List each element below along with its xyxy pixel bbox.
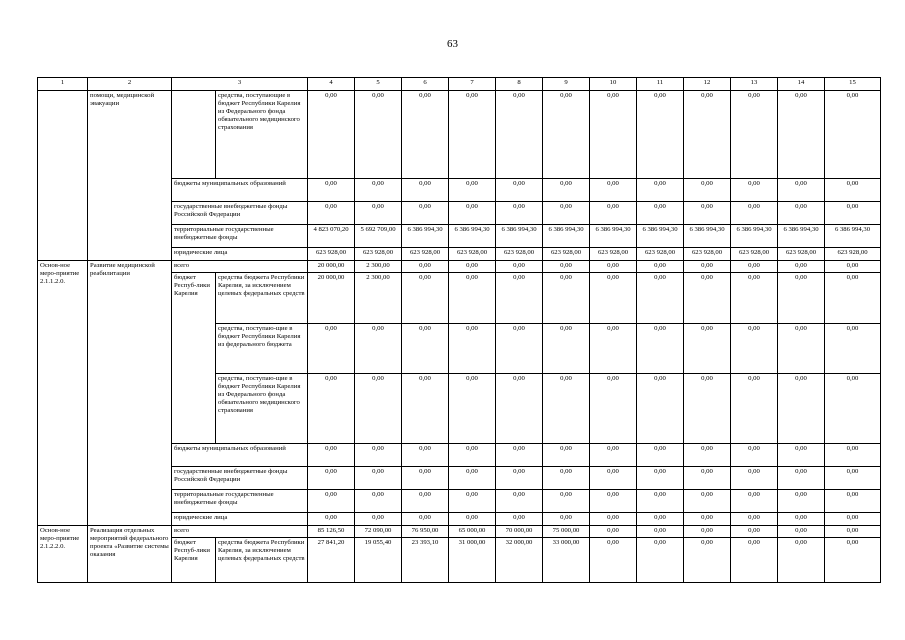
value-cell: 0,00	[449, 179, 496, 202]
header-cell-4: 4	[308, 78, 355, 91]
value-cell: 0,00	[543, 273, 590, 324]
table-row	[38, 261, 881, 273]
value-cell: 0,00	[496, 261, 543, 273]
value-cell: 6 386 994,30	[684, 225, 731, 248]
value-cell: 0,00	[778, 444, 825, 467]
value-cell: 0,00	[543, 444, 590, 467]
value-cell: 0,00	[543, 374, 590, 444]
source-label-cell: бюджеты муниципальных образований	[172, 179, 308, 202]
value-cell: 0,00	[637, 374, 684, 444]
value-cell: 0,00	[825, 467, 881, 490]
value-cell: 0,00	[825, 324, 881, 374]
value-cell: 0,00	[308, 490, 355, 513]
value-cell: 0,00	[825, 526, 881, 538]
value-cell: 0,00	[731, 324, 778, 374]
value-cell: 0,00	[825, 91, 881, 179]
value-cell: 0,00	[778, 202, 825, 225]
value-cell: 0,00	[308, 513, 355, 526]
value-cell: 0,00	[590, 374, 637, 444]
value-cell: 0,00	[637, 526, 684, 538]
value-cell: 0,00	[684, 513, 731, 526]
value-cell: 0,00	[590, 538, 637, 583]
table-row	[38, 526, 881, 538]
value-cell: 85 126,50	[308, 526, 355, 538]
source-label-cell: юридические лица	[172, 248, 308, 261]
value-cell: 6 386 994,30	[449, 225, 496, 248]
value-cell: 75 000,00	[543, 526, 590, 538]
value-cell: 6 386 994,30	[825, 225, 881, 248]
value-cell: 0,00	[308, 374, 355, 444]
value-cell: 0,00	[684, 526, 731, 538]
value-cell: 0,00	[590, 261, 637, 273]
value-cell: 0,00	[543, 467, 590, 490]
value-cell: 0,00	[637, 513, 684, 526]
value-cell: 0,00	[731, 490, 778, 513]
value-cell: 0,00	[825, 179, 881, 202]
source-label-cell: территориальные государственные внебюджетные фонды	[172, 490, 308, 513]
value-cell: 0,00	[402, 324, 449, 374]
value-cell: 0,00	[449, 261, 496, 273]
value-cell: 0,00	[637, 179, 684, 202]
measure-name-cell: Развитие медицинской реабилитации	[88, 261, 172, 526]
value-cell: 6 386 994,30	[543, 225, 590, 248]
value-cell: 0,00	[355, 91, 402, 179]
value-cell: 0,00	[308, 467, 355, 490]
value-cell: 0,00	[637, 91, 684, 179]
measure-id-cell	[38, 91, 88, 261]
value-cell: 0,00	[778, 538, 825, 583]
value-cell: 623 928,00	[355, 248, 402, 261]
header-cell-7: 7	[449, 78, 496, 91]
value-cell: 0,00	[637, 467, 684, 490]
page-number: 63	[447, 38, 458, 50]
source-label-cell: всего	[172, 261, 308, 273]
value-cell: 0,00	[449, 444, 496, 467]
header-cell-2: 2	[88, 78, 172, 91]
header-cell-14: 14	[778, 78, 825, 91]
value-cell: 6 386 994,30	[496, 225, 543, 248]
header-cell-15: 15	[825, 78, 881, 91]
value-cell: 0,00	[402, 261, 449, 273]
value-cell: 0,00	[825, 261, 881, 273]
value-cell: 0,00	[355, 202, 402, 225]
value-cell: 0,00	[308, 179, 355, 202]
value-cell: 0,00	[496, 324, 543, 374]
value-cell: 0,00	[308, 202, 355, 225]
header-cell-10: 10	[590, 78, 637, 91]
budget-group-cell: бюджет Респуб-лики Карелия	[172, 273, 216, 444]
value-cell: 32 000,00	[496, 538, 543, 583]
budget-group-cell: бюджет Респуб-лики Карелия	[172, 538, 216, 583]
header-cell-11: 11	[637, 78, 684, 91]
value-cell: 4 823 070,20	[308, 225, 355, 248]
value-cell: 0,00	[825, 444, 881, 467]
value-cell: 0,00	[637, 538, 684, 583]
value-cell: 0,00	[684, 467, 731, 490]
source-group-cell	[172, 91, 216, 179]
value-cell: 0,00	[731, 467, 778, 490]
source-detail-cell: средства бюджета Республики Карелия, за исключением целевых федеральных средств	[216, 273, 308, 324]
value-cell: 0,00	[449, 202, 496, 225]
value-cell: 0,00	[778, 513, 825, 526]
budget-table	[37, 77, 881, 583]
source-label-cell: государственные внебюджетные фонды Российской Федерации	[172, 202, 308, 225]
value-cell: 0,00	[355, 513, 402, 526]
value-cell: 0,00	[543, 202, 590, 225]
value-cell: 0,00	[637, 444, 684, 467]
value-cell: 0,00	[684, 179, 731, 202]
value-cell: 0,00	[449, 273, 496, 324]
measure-name-cell: помощи, медицинской эвакуации	[88, 91, 172, 261]
value-cell: 0,00	[402, 490, 449, 513]
value-cell: 0,00	[637, 324, 684, 374]
value-cell: 6 386 994,30	[637, 225, 684, 248]
value-cell: 0,00	[543, 91, 590, 179]
value-cell: 0,00	[778, 490, 825, 513]
value-cell: 0,00	[355, 374, 402, 444]
source-detail-cell: средства, поступаю-щие в бюджет Республики Карелия из Федерального фонда обязательного медицинского страхования	[216, 374, 308, 444]
value-cell: 0,00	[590, 273, 637, 324]
value-cell: 0,00	[402, 179, 449, 202]
value-cell: 6 386 994,30	[731, 225, 778, 248]
value-cell: 623 928,00	[684, 248, 731, 261]
value-cell: 0,00	[825, 538, 881, 583]
value-cell: 0,00	[355, 490, 402, 513]
value-cell: 0,00	[825, 202, 881, 225]
value-cell: 0,00	[590, 467, 637, 490]
value-cell: 33 000,00	[543, 538, 590, 583]
header-row	[38, 78, 881, 91]
value-cell: 0,00	[590, 324, 637, 374]
source-label-cell: государственные внебюджетные фонды Российской Федерации	[172, 467, 308, 490]
value-cell: 0,00	[731, 374, 778, 444]
measure-id-cell: Основ-ное меро-приятие 2.1.2.2.0.	[38, 526, 88, 583]
value-cell: 623 928,00	[637, 248, 684, 261]
value-cell: 0,00	[684, 490, 731, 513]
value-cell: 0,00	[590, 444, 637, 467]
value-cell: 0,00	[402, 374, 449, 444]
header-cell-3: 3	[172, 78, 308, 91]
value-cell: 0,00	[778, 324, 825, 374]
value-cell: 0,00	[355, 324, 402, 374]
value-cell: 0,00	[402, 467, 449, 490]
value-cell: 2 300,00	[355, 261, 402, 273]
value-cell: 76 950,00	[402, 526, 449, 538]
value-cell: 70 000,00	[496, 526, 543, 538]
value-cell: 6 386 994,30	[590, 225, 637, 248]
header-cell-6: 6	[402, 78, 449, 91]
value-cell: 623 928,00	[731, 248, 778, 261]
value-cell: 0,00	[778, 273, 825, 324]
source-detail-cell: средства, поступающие в бюджет Республики Карелия из Федерального фонда обязательного медицинского страхования	[216, 91, 308, 179]
value-cell: 0,00	[355, 444, 402, 467]
value-cell: 0,00	[496, 202, 543, 225]
value-cell: 623 928,00	[543, 248, 590, 261]
header-cell-13: 13	[731, 78, 778, 91]
value-cell: 6 386 994,30	[402, 225, 449, 248]
measure-id-cell: Основ-ное меро-приятие 2.1.1.2.0.	[38, 261, 88, 526]
value-cell: 65 000,00	[449, 526, 496, 538]
value-cell: 72 090,00	[355, 526, 402, 538]
value-cell: 0,00	[590, 91, 637, 179]
value-cell: 27 841,20	[308, 538, 355, 583]
header-cell-9: 9	[543, 78, 590, 91]
value-cell: 0,00	[825, 513, 881, 526]
value-cell: 5 692 709,00	[355, 225, 402, 248]
value-cell: 0,00	[308, 444, 355, 467]
value-cell: 0,00	[543, 261, 590, 273]
value-cell: 0,00	[590, 490, 637, 513]
value-cell: 0,00	[778, 526, 825, 538]
value-cell: 6 386 994,30	[778, 225, 825, 248]
header-cell-12: 12	[684, 78, 731, 91]
value-cell: 623 928,00	[308, 248, 355, 261]
value-cell: 0,00	[402, 444, 449, 467]
value-cell: 0,00	[731, 91, 778, 179]
value-cell: 0,00	[496, 273, 543, 324]
table-row	[38, 91, 881, 179]
value-cell: 0,00	[355, 467, 402, 490]
value-cell: 0,00	[449, 490, 496, 513]
value-cell: 0,00	[731, 444, 778, 467]
value-cell: 0,00	[402, 91, 449, 179]
source-label-cell: бюджеты муниципальных образований	[172, 444, 308, 467]
source-label-cell: территориальные государственные внебюджетные фонды	[172, 225, 308, 248]
value-cell: 0,00	[731, 202, 778, 225]
measure-name-cell: Реализация отдельных мероприятий федерального проекта «Развитие системы оказания	[88, 526, 172, 583]
value-cell: 0,00	[449, 467, 496, 490]
value-cell: 0,00	[543, 324, 590, 374]
header-cell-5: 5	[355, 78, 402, 91]
source-label-cell: юридические лица	[172, 513, 308, 526]
source-detail-cell: средства, поступаю-щие в бюджет Республики Карелия из федерального бюджета	[216, 324, 308, 374]
value-cell: 0,00	[778, 467, 825, 490]
header-cell-8: 8	[496, 78, 543, 91]
value-cell: 623 928,00	[825, 248, 881, 261]
value-cell: 0,00	[684, 91, 731, 179]
value-cell: 0,00	[731, 526, 778, 538]
value-cell: 23 393,10	[402, 538, 449, 583]
value-cell: 0,00	[731, 538, 778, 583]
value-cell: 0,00	[731, 273, 778, 324]
value-cell: 0,00	[496, 513, 543, 526]
value-cell: 0,00	[355, 179, 402, 202]
value-cell: 0,00	[684, 374, 731, 444]
source-label-cell: всего	[172, 526, 308, 538]
value-cell: 0,00	[684, 202, 731, 225]
value-cell: 0,00	[496, 490, 543, 513]
value-cell: 0,00	[684, 261, 731, 273]
value-cell: 623 928,00	[449, 248, 496, 261]
value-cell: 0,00	[778, 179, 825, 202]
value-cell: 0,00	[590, 513, 637, 526]
value-cell: 623 928,00	[402, 248, 449, 261]
value-cell: 0,00	[496, 374, 543, 444]
value-cell: 0,00	[684, 324, 731, 374]
value-cell: 20 000,00	[308, 273, 355, 324]
value-cell: 0,00	[449, 324, 496, 374]
value-cell: 19 055,40	[355, 538, 402, 583]
value-cell: 0,00	[684, 273, 731, 324]
value-cell: 0,00	[449, 374, 496, 444]
value-cell: 0,00	[825, 273, 881, 324]
value-cell: 0,00	[637, 261, 684, 273]
value-cell: 0,00	[402, 202, 449, 225]
value-cell: 0,00	[637, 273, 684, 324]
value-cell: 623 928,00	[778, 248, 825, 261]
value-cell: 0,00	[496, 91, 543, 179]
value-cell: 2 300,00	[355, 273, 402, 324]
value-cell: 0,00	[496, 467, 543, 490]
value-cell: 20 000,00	[308, 261, 355, 273]
value-cell: 0,00	[590, 526, 637, 538]
value-cell: 0,00	[825, 490, 881, 513]
value-cell: 0,00	[308, 324, 355, 374]
value-cell: 0,00	[731, 513, 778, 526]
value-cell: 0,00	[496, 444, 543, 467]
value-cell: 0,00	[778, 261, 825, 273]
value-cell: 0,00	[449, 513, 496, 526]
value-cell: 0,00	[308, 91, 355, 179]
value-cell: 0,00	[402, 513, 449, 526]
source-detail-cell: средства бюджета Республики Карелия, за исключением целевых федеральных средств	[216, 538, 308, 583]
value-cell: 0,00	[543, 513, 590, 526]
value-cell: 0,00	[684, 538, 731, 583]
value-cell: 0,00	[637, 202, 684, 225]
header-cell-1: 1	[38, 78, 88, 91]
value-cell: 0,00	[543, 179, 590, 202]
value-cell: 0,00	[590, 179, 637, 202]
value-cell: 623 928,00	[590, 248, 637, 261]
value-cell: 0,00	[449, 91, 496, 179]
value-cell: 0,00	[590, 202, 637, 225]
value-cell: 623 928,00	[496, 248, 543, 261]
value-cell: 0,00	[731, 261, 778, 273]
value-cell: 0,00	[731, 179, 778, 202]
value-cell: 0,00	[825, 374, 881, 444]
value-cell: 0,00	[402, 273, 449, 324]
value-cell: 0,00	[543, 490, 590, 513]
value-cell: 31 000,00	[449, 538, 496, 583]
value-cell: 0,00	[637, 490, 684, 513]
value-cell: 0,00	[684, 444, 731, 467]
value-cell: 0,00	[778, 374, 825, 444]
value-cell: 0,00	[778, 91, 825, 179]
value-cell: 0,00	[496, 179, 543, 202]
